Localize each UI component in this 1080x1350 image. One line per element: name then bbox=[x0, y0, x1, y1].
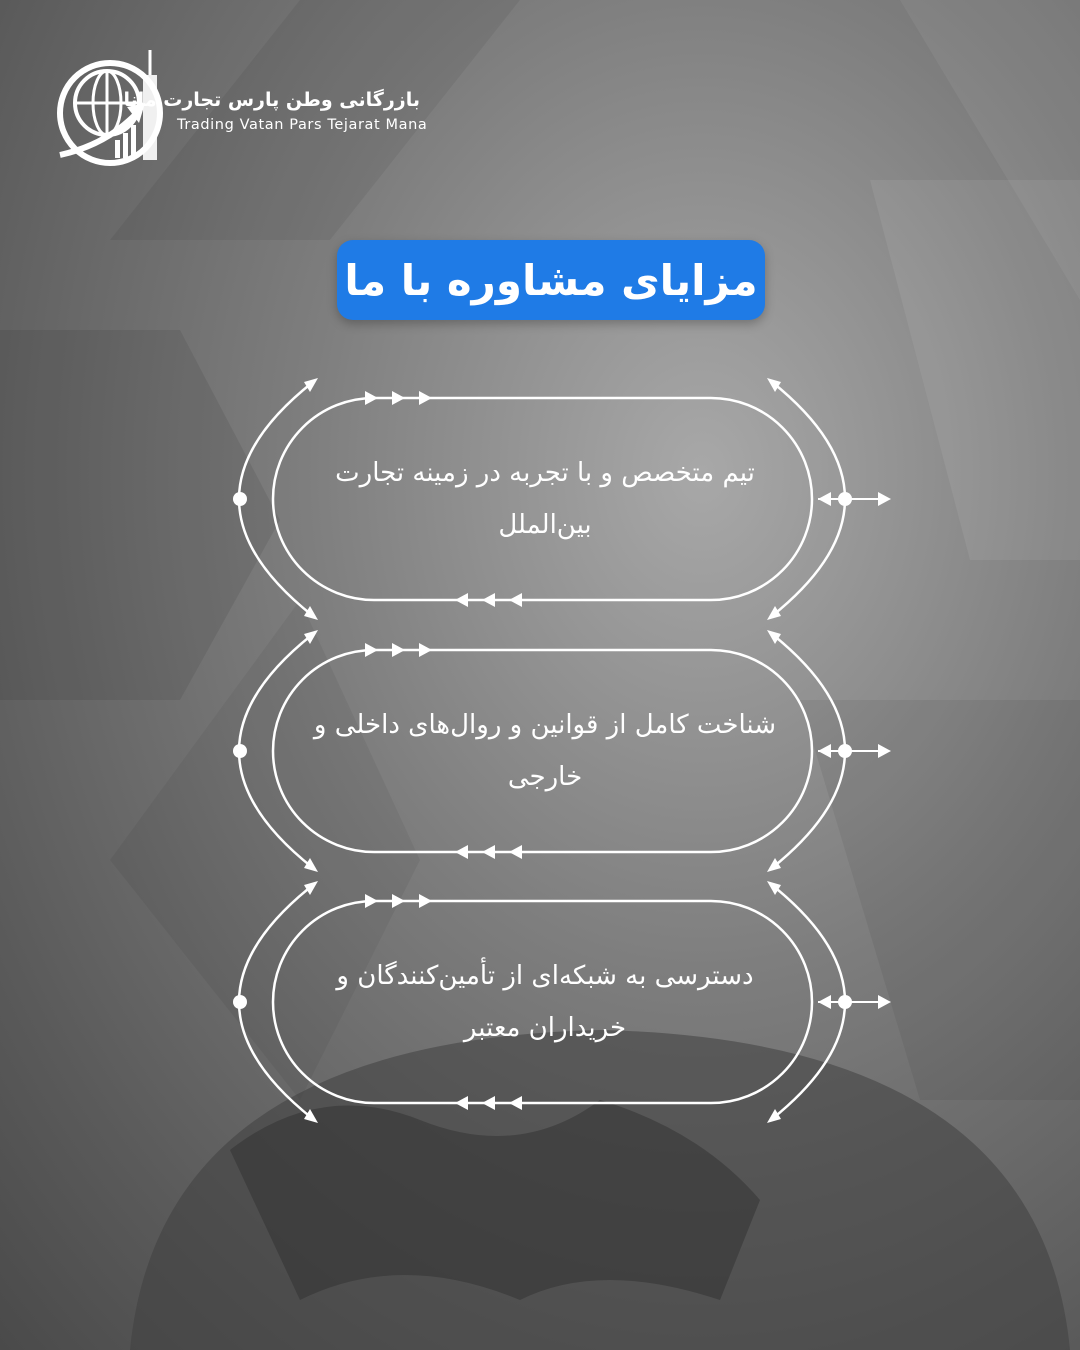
flow-arrow-left bbox=[455, 1096, 468, 1110]
flow-arrow-left bbox=[482, 845, 495, 859]
page-title: مزایای مشاوره با ما bbox=[344, 255, 758, 305]
flow-arrow-right bbox=[419, 391, 432, 405]
arrow-head-right bbox=[878, 744, 891, 758]
benefit-card bbox=[0, 622, 1080, 882]
title-badge bbox=[337, 240, 765, 320]
flow-arrow-left bbox=[455, 593, 468, 607]
left-node bbox=[233, 492, 247, 506]
benefit-card bbox=[0, 370, 1080, 630]
benefit-text: شناخت کامل از قوانین و روال‌های داخلی و خارجی bbox=[313, 710, 777, 792]
flow-arrow-right bbox=[419, 643, 432, 657]
arrow-head-left bbox=[818, 492, 831, 506]
arrow-head-right bbox=[878, 995, 891, 1009]
benefit-text: دسترسی به شبکه‌ای از تأمین‌کنندگان و خریداران معتبر bbox=[336, 961, 754, 1043]
flow-arrow-right bbox=[419, 894, 432, 908]
benefit-text: تیم متخصص و با تجربه در زمینه تجارت بین‌الملل bbox=[335, 458, 755, 540]
arrow-head-right bbox=[878, 492, 891, 506]
arrow-head-left bbox=[818, 995, 831, 1009]
flow-arrow-right bbox=[392, 643, 405, 657]
brand-name-fa: بازرگانی وطن پارس تجارت مانا bbox=[123, 89, 420, 111]
left-node bbox=[233, 744, 247, 758]
flow-arrow-right bbox=[365, 643, 378, 657]
flow-arrow-right bbox=[392, 894, 405, 908]
benefit-card bbox=[0, 873, 1080, 1133]
flow-arrow-right bbox=[365, 894, 378, 908]
flow-arrow-left bbox=[509, 593, 522, 607]
brand-name-en: Trading Vatan Pars Tejarat Mana bbox=[177, 117, 428, 133]
flow-arrow-left bbox=[509, 1096, 522, 1110]
flow-arrow-left bbox=[482, 1096, 495, 1110]
arrow-head-left bbox=[818, 744, 831, 758]
flow-arrow-right bbox=[365, 391, 378, 405]
flow-arrow-left bbox=[482, 593, 495, 607]
flow-arrow-left bbox=[509, 845, 522, 859]
flow-arrow-left bbox=[455, 845, 468, 859]
flow-arrow-right bbox=[392, 391, 405, 405]
left-node bbox=[233, 995, 247, 1009]
